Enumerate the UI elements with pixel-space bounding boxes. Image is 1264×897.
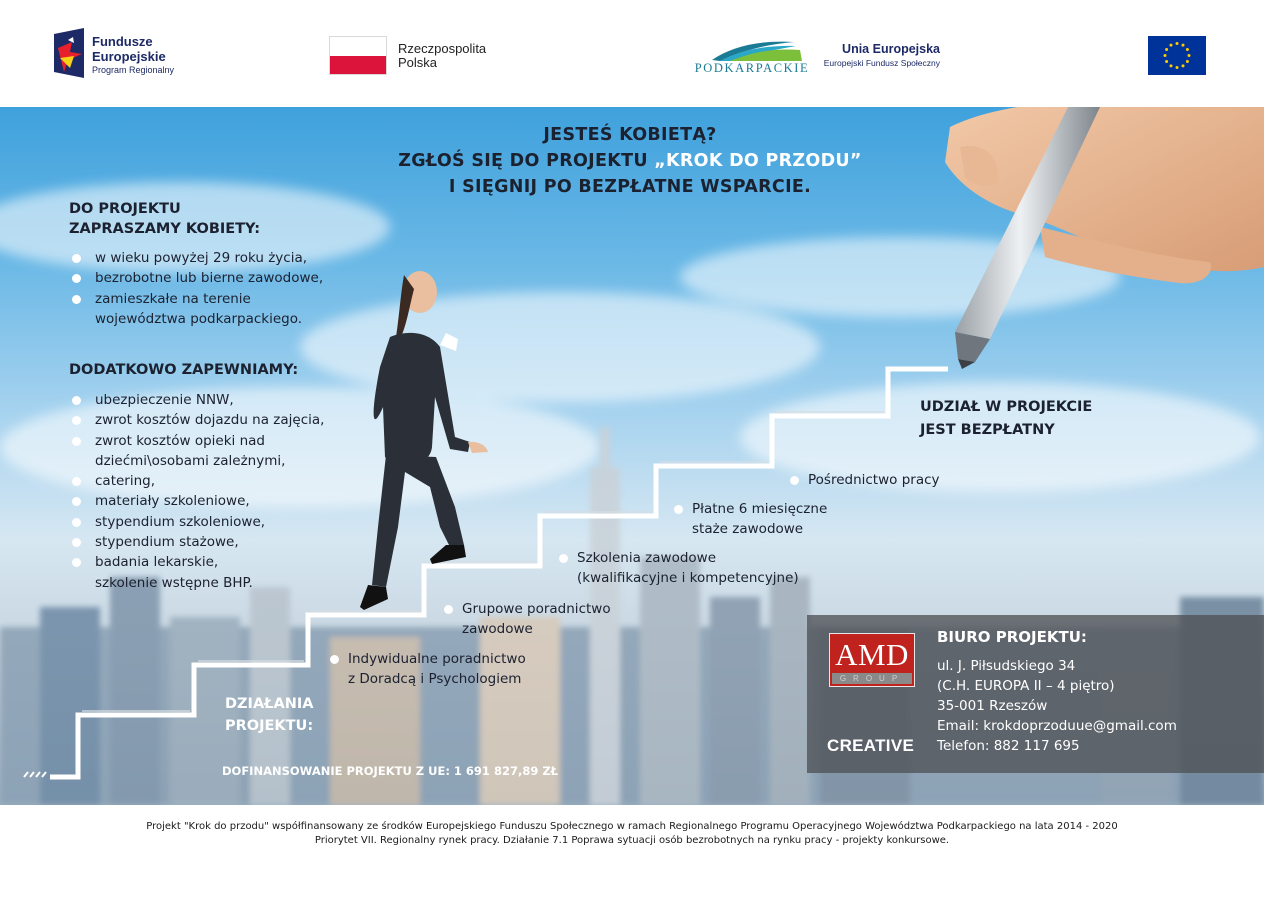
office-address-line3: 35-001 Rzeszów (937, 698, 1048, 714)
extras-list (70, 390, 324, 593)
invite-title-line1: DO PROJEKTU (69, 201, 181, 217)
list-item: zwrot kosztów dojazdu na zajęcia, (70, 410, 324, 430)
office-title: BIURO PROJEKTU: (937, 628, 1087, 646)
project-office-panel (807, 615, 1264, 773)
project-actions-title (225, 693, 313, 737)
poland-name-line1: Rzeczpospolita (398, 41, 487, 56)
list-item: badania lekarskie, (70, 552, 324, 572)
step-individual-counseling (330, 649, 526, 689)
step-line1: Indywidualne poradnictwo (348, 651, 526, 667)
free-participation-note (920, 396, 1092, 442)
step-vocational-training (559, 548, 799, 588)
office-details (937, 656, 1177, 756)
podkarpackie-logo (690, 36, 814, 78)
list-item: dziećmi\osobami zależnymi, (95, 452, 286, 469)
logo-bar (0, 0, 1264, 107)
extras-title: DODATKOWO ZAPEWNIAMY: (69, 362, 299, 378)
funding-amount: DOFINANSOWANIE PROJEKTU Z UE: 1 691 827,89 ZŁ (222, 764, 559, 778)
headline (230, 122, 1030, 200)
list-item: materiały szkoleniowe, (70, 491, 324, 511)
office-email[interactable]: Email: krokdoprzoduue@gmail.com (937, 718, 1177, 734)
poland-flag-icon (329, 36, 387, 75)
step-line2: zawodowe (462, 621, 533, 637)
office-phone[interactable]: Telefon: 882 117 695 (937, 738, 1080, 754)
step-line1: Grupowe poradnictwo (462, 601, 611, 617)
poland-name-line2: Polska (398, 55, 438, 70)
step-line2: z Doradcą i Psychologiem (348, 671, 522, 687)
woman-climbing-illustration (360, 271, 488, 610)
creative-label: CREATIVE (827, 736, 915, 755)
free-note-line1: UDZIAŁ W PROJEKCIE (920, 399, 1093, 415)
amd-brand: AMD (835, 637, 909, 672)
office-address-line1: ul. J. Piłsudskiego 34 (937, 658, 1076, 674)
eu-flag-icon (1148, 36, 1206, 75)
list-item: zamieszkałe na terenie (70, 289, 323, 309)
step-paid-internships (674, 499, 827, 539)
invite-list (70, 248, 323, 329)
amd-group-logo (829, 633, 915, 687)
footer-line1: Projekt "Krok do przodu" współfinansowany ze środków Europejskiego Funduszu Społecznego w ramach Regionalnego Programu Operacyjnego Województwa Podkarpackiego na lata 2014 - 2020 (146, 821, 1118, 832)
invite-title-line2: ZAPRASZAMY KOBIETY: (69, 221, 261, 237)
step-line2: staże zawodowe (692, 521, 804, 537)
list-item: szkolenie wstępne BHP. (95, 574, 253, 591)
funds-program: Program Regionalny (92, 65, 175, 75)
list-item: catering, (70, 471, 324, 491)
list-item: stypendium stażowe, (70, 532, 324, 552)
podkarpackie-swoosh-icon (690, 36, 814, 62)
step-line1: Pośrednictwo pracy (808, 472, 940, 488)
step-job-placement (790, 470, 940, 490)
headline-project-name: „KROK DO PRZODU” (654, 151, 862, 171)
funds-name-line1: Fundusze (92, 34, 153, 49)
hero-banner (0, 107, 1264, 805)
free-note-line2: JEST BEZPŁATNY (920, 422, 1055, 438)
amd-brand-sub: GROUP (832, 673, 912, 684)
actions-line1: DZIAŁANIA (225, 696, 314, 712)
headline-line2-prefix: ZGŁOŚ SIĘ DO PROJEKTU (398, 151, 655, 171)
region-name: PODKARPACKIE (694, 61, 810, 75)
list-item: w wieku powyżej 29 roku życia, (70, 248, 323, 268)
eu-name: Unia Europejska (842, 42, 940, 56)
invite-title (69, 199, 260, 239)
cofinancing-footer (0, 820, 1264, 848)
list-item: bezrobotne lub bierne zawodowe, (70, 268, 323, 288)
office-address-line2: (C.H. EUROPA II – 4 piętro) (937, 678, 1115, 694)
european-funds-icon (54, 28, 84, 78)
list-item: województwa podkarpackiego. (95, 310, 303, 327)
step-line1: Płatne 6 miesięczne (692, 501, 828, 517)
footer-line2: Priorytet VII. Regionalny rynek pracy. Działanie 7.1 Poprawa sytuacji osób bezrobotnych na rynku pracy - projekty konkursowe. (314, 835, 950, 846)
actions-line2: PROJEKTU: (225, 718, 314, 734)
step-line2: (kwalifikacyjne i kompetencyjne) (577, 570, 799, 586)
headline-line3: I SIĘGNIJ PO BEZPŁATNE WSPARCIE. (448, 177, 812, 197)
headline-line1: JESTEŚ KOBIETĄ? (543, 125, 717, 145)
list-item: stypendium szkoleniowe, (70, 512, 324, 532)
step-line1: Szkolenia zawodowe (577, 550, 717, 566)
list-item: zwrot kosztów opieki nad (70, 431, 324, 451)
funds-name-line2: Europejskie (92, 49, 166, 64)
list-item: ubezpieczenie NNW, (70, 390, 324, 410)
step-group-counseling (444, 599, 611, 639)
headline-line2 (230, 148, 1030, 174)
eu-fund-name: Europejski Fundusz Społeczny (823, 58, 940, 68)
